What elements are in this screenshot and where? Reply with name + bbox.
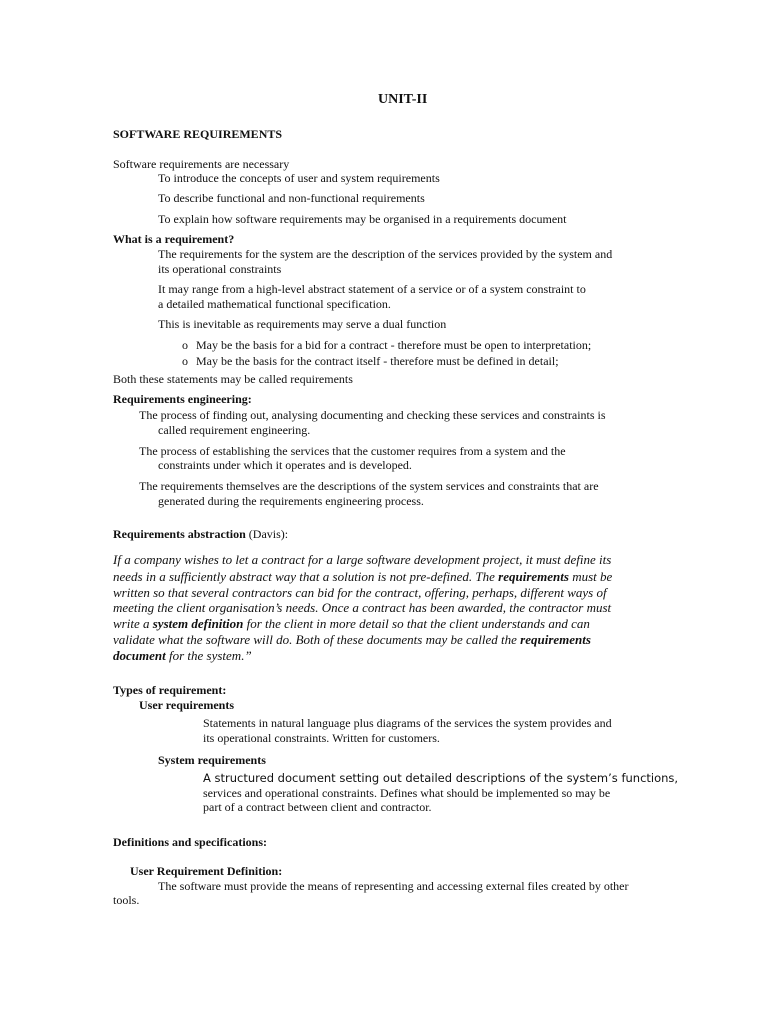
paragraph-line: Statements in natural language plus diagrams of the services the system provides and <box>203 716 612 730</box>
quote-line <box>113 648 252 663</box>
types-heading: Types of requirement: <box>113 683 227 697</box>
quote-emphasis: requirements <box>498 569 569 584</box>
bullet-text: May be the basis for a bid for a contract - therefore must be open to interpretation; <box>196 338 592 352</box>
paragraph-line: its operational constraints <box>158 262 282 276</box>
paragraph-line: The software must provide the means of representing and accessing external files created by other <box>158 879 629 893</box>
bullet-item <box>182 338 591 352</box>
bullet-marker: o <box>182 338 188 352</box>
paragraph-line: services and operational constraints. Defines what should be implemented so may be <box>203 786 611 800</box>
unit-title: UNIT-II <box>378 92 428 107</box>
paragraph-line: generated during the requirements engineering process. <box>158 494 424 508</box>
paragraph-line: The requirements themselves are the descriptions of the system services and constraints that are <box>139 479 599 493</box>
quote-text: validate what the software will do. Both of these documents may be called the <box>113 632 521 647</box>
paragraph-line: The process of finding out, analysing documenting and checking these services and constraints is <box>139 408 606 422</box>
intro-item: To introduce the concepts of user and system requirements <box>158 171 440 185</box>
paragraph-line: its operational constraints. Written for customers. <box>203 731 440 745</box>
paragraph-line: The process of establishing the services that the customer requires from a system and the <box>139 444 566 458</box>
bullet-text: May be the basis for the contract itself - therefore must be defined in detail; <box>196 354 559 368</box>
quote-line: written so that several contractors can bid for the contract, offering, perhaps, different ways of <box>113 585 607 600</box>
section-heading: SOFTWARE REQUIREMENTS <box>113 127 283 141</box>
user-requirements-heading: User requirements <box>139 698 234 712</box>
paragraph-line: tools. <box>113 893 140 907</box>
quote-line <box>113 616 590 631</box>
quote-emphasis: document <box>113 648 166 663</box>
quote-emphasis: system definition <box>152 616 244 631</box>
quote-emphasis: requirements <box>520 632 591 647</box>
quote-text: needs in a sufficiently abstract way that a solution is not pre-defined. The <box>113 569 499 584</box>
paragraph-line: a detailed mathematical functional specification. <box>158 297 391 311</box>
paragraph-line: part of a contract between client and contractor. <box>203 800 432 814</box>
intro-item: To explain how software requirements may be organised in a requirements document <box>158 212 567 226</box>
user-requirement-definition-heading: User Requirement Definition: <box>130 864 283 878</box>
bullet-marker: o <box>182 354 188 368</box>
paragraph-line: This is inevitable as requirements may serve a dual function <box>158 317 447 331</box>
paragraph-line: The requirements for the system are the description of the services provided by the system and <box>158 247 613 261</box>
intro-item: To describe functional and non-functional requirements <box>158 191 425 205</box>
paragraph-line: It may range from a high-level abstract statement of a service or of a system constraint to <box>158 282 586 296</box>
quote-line: meeting the client organisation’s needs. Once a contract has been awarded, the contractor must <box>113 600 612 615</box>
what-is-heading: What is a requirement? <box>113 232 235 246</box>
quote-line <box>113 632 591 647</box>
paragraph-line: A structured document setting out detailed descriptions of the system’s functions, <box>203 771 679 785</box>
paragraph-line: Both these statements may be called requirements <box>113 372 353 386</box>
paragraph-line: called requirement engineering. <box>158 423 311 437</box>
quote-line: If a company wishes to let a contract for a large software development project, it must define its <box>113 552 612 567</box>
system-requirements-heading: System requirements <box>158 753 266 767</box>
paragraph-line: constraints under which it operates and is developed. <box>158 458 412 472</box>
quote-text: write a <box>113 616 153 631</box>
bullet-item <box>182 354 559 368</box>
quote-text: for the client in more detail so that the client understands and can <box>243 616 590 631</box>
engineering-heading: Requirements engineering: <box>113 392 252 406</box>
quote-text: for the system.” <box>165 648 252 663</box>
abstraction-heading-line <box>113 527 288 541</box>
quote-line <box>113 569 612 584</box>
abstraction-source: (Davis): <box>245 527 289 541</box>
intro-lead: Software requirements are necessary <box>113 157 290 171</box>
quote-text: must be <box>568 569 613 584</box>
definitions-heading: Definitions and specifications: <box>113 835 268 849</box>
abstraction-heading: Requirements abstraction <box>113 527 246 541</box>
